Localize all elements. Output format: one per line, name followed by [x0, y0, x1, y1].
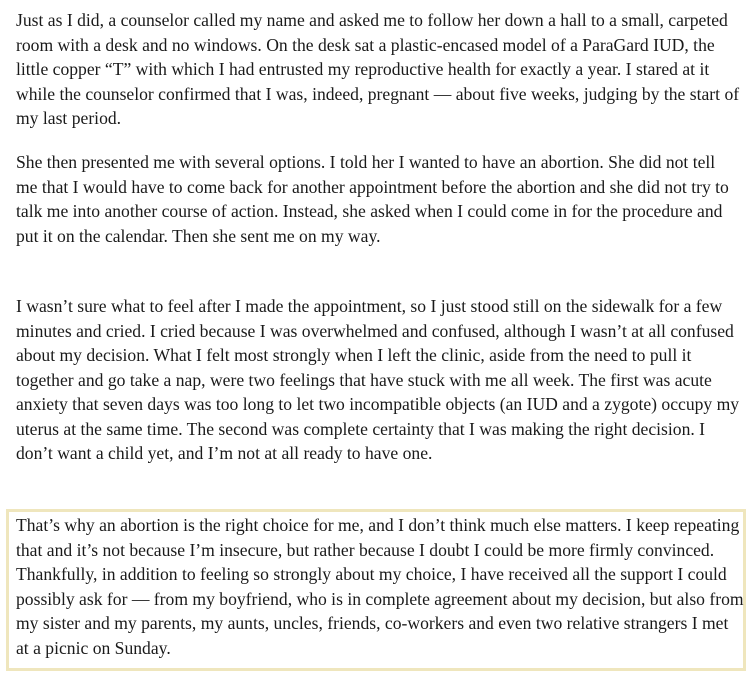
article-paragraph-1: Just as I did, a counselor called my name and asked me to follow her down a hall to a small, carpeted room with a desk and no windows. On the desk sat a plastic-encased model of a ParaGard IUD, the little copper “T” with which I had entrusted my reproductive health for exactly a year. I stared at it while the counselor confirmed that I was, indeed, pregnant — about five weeks, judging by the start of my last period. — [16, 10, 740, 128]
article-paragraph-3: I wasn’t sure what to feel after I made the appointment, so I just stood still on the sidewalk for a few minutes and cried. I cried because I was overwhelmed and confused, although I wasn’t at all confused about my decision. What I felt most strongly when I left the clinic, aside from the need to pull it together and go take a nap, were two feelings that have stuck with me all week. The first was acute anxiety that seven days was too long to let two incompatible objects (an IUD and a zygote) occupy my uterus at the same time. The second was complete certainty that I was making the right decision. I don’t want a child yet, and I’m not at all ready to have one. — [16, 296, 740, 463]
highlighted-paragraph: That’s why an abortion is the right choice for me, and I don’t think much else matters. I keep repeating that and it’s not because I’m insecure, but rather because I doubt I could be more firmly convinced. Thankfully, in addition to feeling so strongly about my choice, I have received all the support I could possibly ask for — from my boyfriend, who is in complete agreement about my decision, but also from my sister and my parents, my aunts, uncles, friends, co-workers and even two relative strangers I met at a picnic on Sunday. — [16, 515, 744, 658]
article-paragraph-2: She then presented me with several options. I told her I wanted to have an abortion. She did not tell me that I would have to come back for another appointment before the abortion and she did not try to talk me into another course of action. Instead, she asked when I could come in for the procedure and put it on the calendar. Then she sent me on my way. — [16, 152, 729, 246]
